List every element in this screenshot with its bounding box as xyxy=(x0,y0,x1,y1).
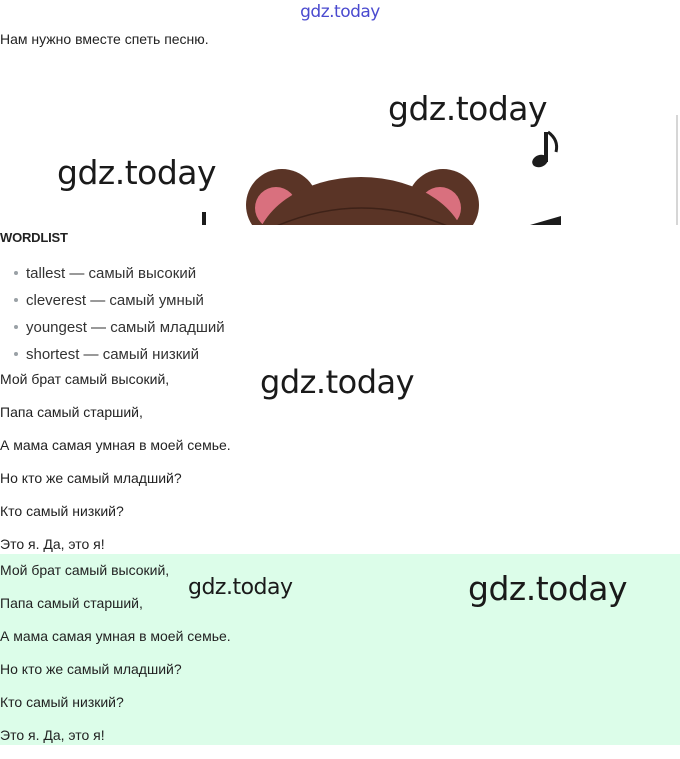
watermark-top: gdz.today xyxy=(300,2,380,22)
watermark-answer-right: gdz.today xyxy=(468,569,628,608)
wordlist-item: cleverest — самый умный xyxy=(10,290,225,317)
lyric-line: Но кто же самый младший? xyxy=(0,470,182,486)
watermark-middle: gdz.today xyxy=(260,363,415,401)
bullet-icon xyxy=(14,325,18,329)
wordlist-item: tallest — самый высокий xyxy=(10,263,225,290)
bear-head-icon xyxy=(246,169,479,225)
answer-line: Папа самый старший, xyxy=(0,595,143,611)
bullet-icon xyxy=(14,271,18,275)
lyric-line: Кто самый низкий? xyxy=(0,503,124,519)
wordlist-item: shortest — самый низкий xyxy=(10,344,225,371)
lyric-line: Мой брат самый высокий, xyxy=(0,371,170,387)
answer-line: Кто самый низкий? xyxy=(0,694,124,710)
bullet-icon xyxy=(14,352,18,356)
illustration xyxy=(0,60,680,225)
bullet-icon xyxy=(14,298,18,302)
intro-text: Нам нужно вместе спеть песню. xyxy=(0,31,209,47)
answer-line: А мама самая умная в моей семье. xyxy=(0,628,231,644)
music-note-fragment-left xyxy=(202,212,206,225)
edge-line xyxy=(676,115,678,225)
answer-line: Мой брат самый высокий, xyxy=(0,562,170,578)
music-note-icon xyxy=(530,132,556,169)
song-lyrics xyxy=(0,370,231,568)
music-note-fragment-right xyxy=(530,216,561,225)
wordlist xyxy=(10,263,225,371)
wordlist-item: youngest — самый младший xyxy=(10,317,225,344)
watermark-answer-left: gdz.today xyxy=(188,575,293,600)
answer-line: Это я. Да, это я! xyxy=(0,727,105,743)
wordlist-heading: WORDLIST xyxy=(0,230,68,245)
lyric-line: Это я. Да, это я! xyxy=(0,536,105,552)
watermark-image-left: gdz.today xyxy=(57,153,217,192)
answer-line: Но кто же самый младший? xyxy=(0,661,182,677)
lyric-line: Папа самый старший, xyxy=(0,404,143,420)
lyric-line: А мама самая умная в моей семье. xyxy=(0,437,231,453)
watermark-image-right: gdz.today xyxy=(388,89,548,128)
